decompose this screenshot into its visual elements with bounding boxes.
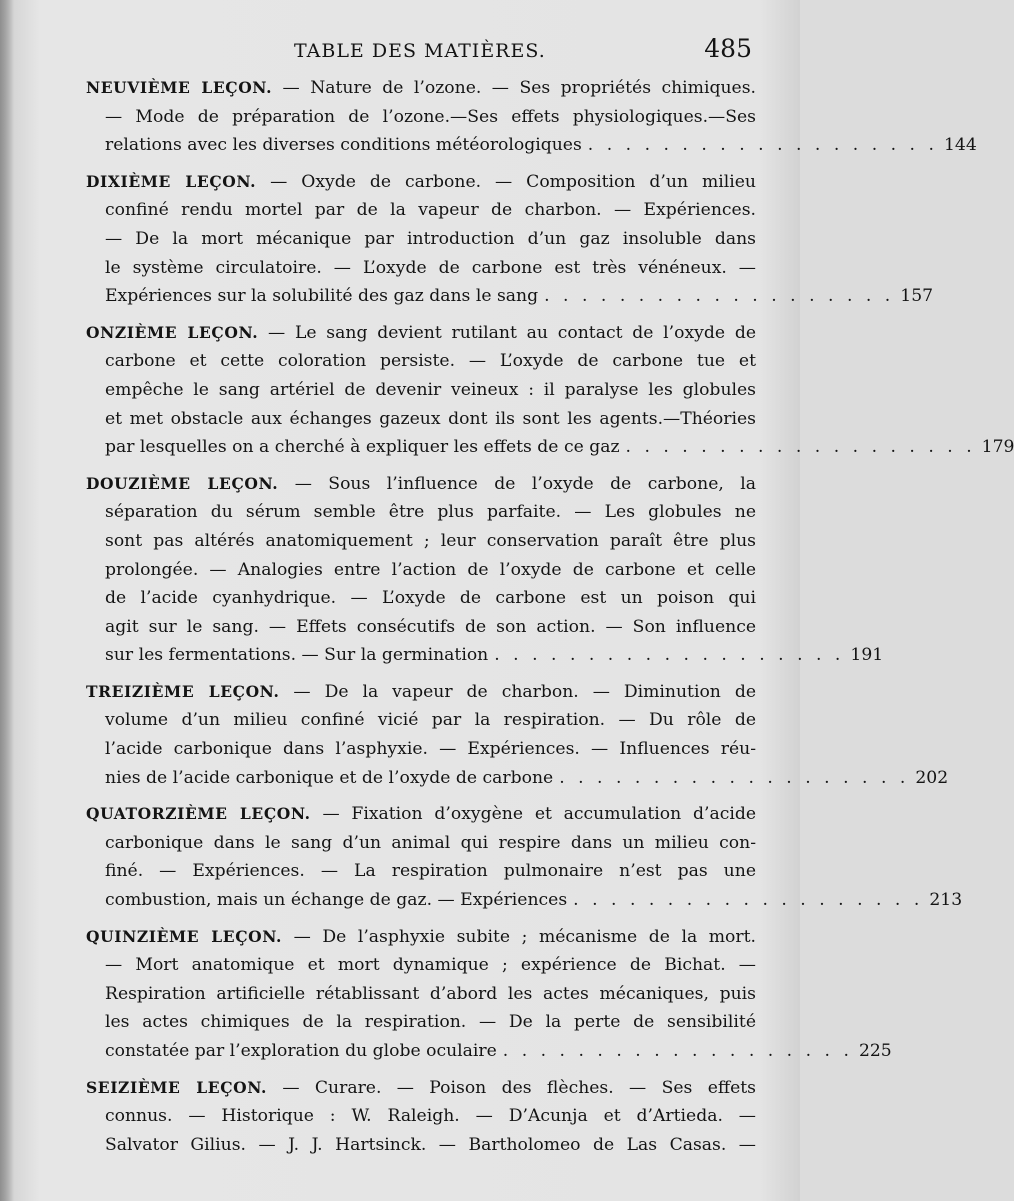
toc-line-text: finé. — Expériences. — La respiration pulmonaire n’est pas une [105,861,756,882]
toc-entry [86,74,977,160]
toc-page-ref: 179 [981,437,1014,458]
toc-line [86,1102,756,1131]
toc-line-text: Expériences sur la solubilité des gaz dans le sang [105,286,539,307]
toc-line-text: Respiration artificielle rétablissant d’abord les actes mécaniques, puis [105,983,756,1004]
toc-line [86,1037,892,1066]
toc-line-text: — Nature de l’ozone. — Ses propriétés chimiques. [282,78,756,98]
toc-line-text: séparation du sérum semble être plus parfaite. — Les globules ne [105,502,756,523]
page-header [0,36,800,68]
toc-line [86,678,756,707]
lesson-label: DOUZIÈME LEÇON. [86,473,279,493]
table-of-contents [86,74,1014,1167]
toc-line-text: de l’acide cyanhydrique. — L’oxyde de carbone est un poison qui [105,588,756,609]
lesson-label: DIXIÈME LEÇON. [86,171,257,191]
toc-line [86,584,756,613]
lesson-label: ONZIÈME LEÇON. [86,322,259,342]
toc-line-text: — Mort anatomique et mort dynamique ; expérience de Bichat. — [105,955,756,976]
toc-line-text: — Fixation d’oxygène et accumulation d’acide [322,804,756,825]
dot-leader: . . . . . . . . . . . . . . . . . . . [625,437,976,458]
toc-entry [86,319,1014,462]
binding-shadow [0,0,14,1201]
toc-line-text: sont pas altérés anatomiquement ; leur conservation paraît être plus [105,530,756,551]
toc-line [86,980,756,1009]
dot-leader: . . . . . . . . . . . . . . . . . . . [573,890,924,911]
toc-line [86,433,1014,462]
toc-line-text: prolongée. — Analogies entre l’action de l’oxyde de carbone et celle [105,559,756,580]
toc-line [86,470,756,499]
toc-line [86,735,756,764]
toc-line-text: par lesquelles on a cherché à expliquer les effets de ce gaz [105,437,620,458]
dot-leader: . . . . . . . . . . . . . . . . . . . [494,645,845,666]
toc-line-text: confiné rendu mortel par de la vapeur de charbon. — Expériences. [105,200,756,221]
running-title: TABLE DES MATIÈRES. [294,40,546,62]
toc-entry [86,168,934,311]
toc-line [86,196,756,225]
toc-line [86,641,884,670]
toc-line-text: les actes chimiques de la respiration. — De la perte de sensibilité [105,1012,756,1033]
toc-line [86,923,756,952]
toc-line-text: relations avec les diverses conditions météorologiques [105,135,582,156]
toc-line-text: volume d’un milieu confiné vicié par la respiration. — Du rôle de [105,710,756,731]
toc-line [86,764,949,793]
toc-page-ref: 213 [929,890,963,911]
toc-line [86,1131,756,1160]
toc-line-text: — Oxyde de carbone. — Composition d’un milieu [270,171,756,192]
lesson-label: SEIZIÈME LEÇON. [86,1077,268,1097]
toc-line-text: Salvator Gilius. — J. J. Hartsinck. — Bartholomeo de Las Casas. — [105,1134,756,1155]
toc-line [86,74,756,103]
lesson-label: NEUVIÈME LEÇON. [86,78,273,97]
toc-entry [86,678,949,792]
toc-line [86,1074,756,1103]
toc-entry [86,923,892,1066]
toc-line [86,800,756,829]
toc-line-text: — Sous l’influence de l’oxyde de carbone, la [294,473,756,494]
toc-line [86,829,756,858]
toc-line [86,498,756,527]
toc-line-text: agit sur le sang. — Effets consécutifs de son action. — Son influence [105,616,756,637]
toc-line [86,131,977,160]
toc-line-text: carbonique dans le sang d’un animal qui respire dans un milieu con- [105,832,756,853]
toc-line-text: nies de l’acide carbonique et de l’oxyde de carbone [105,767,554,788]
page-number: 485 [704,34,752,63]
toc-line-text: sur les fermentations. — Sur la germination [105,645,489,666]
toc-line [86,706,756,735]
toc-line [86,613,756,642]
toc-page-ref: 157 [900,286,934,307]
toc-line-text: le système circulatoire. — L’oxyde de carbone est très vénéneux. — [105,257,756,278]
toc-line [86,347,756,376]
toc-page-ref: 202 [915,767,949,788]
toc-line [86,376,756,405]
toc-line-text: — Curare. — Poison des flèches. — Ses effets [282,1077,756,1098]
lesson-label: QUINZIÈME LEÇON. [86,926,283,946]
toc-entry [86,800,963,914]
toc-line [86,168,756,197]
toc-line-text: empêche le sang artériel de devenir veineux : il paralyse les globules [105,379,756,400]
toc-line-text: carbone et cette coloration persiste. — L’oxyde de carbone tue et [105,351,756,372]
toc-line [86,886,963,915]
toc-line-text: combustion, mais un échange de gaz. — Expériences [105,890,568,911]
toc-entry [86,470,884,670]
toc-line [86,319,756,348]
toc-entry [86,1074,756,1160]
toc-line-text: — De la mort mécanique par introduction d’un gaz insoluble dans [105,228,756,249]
toc-line-text: — De la vapeur de charbon. — Diminution de [293,681,757,702]
toc-line [86,857,756,886]
toc-line [86,225,756,254]
toc-line [86,254,756,283]
lesson-label: QUATORZIÈME LEÇON. [86,804,311,824]
toc-line-text: connus. — Historique : W. Raleigh. — D’Acunja et d’Artieda. — [105,1106,756,1127]
toc-line [86,527,756,556]
toc-line [86,951,756,980]
dot-leader: . . . . . . . . . . . . . . . . . . . [502,1041,853,1061]
toc-line-text: — Mode de préparation de l’ozone.—Ses effets physiologiques.—Ses [105,106,756,127]
dot-leader: . . . . . . . . . . . . . . . . . . . [544,286,895,307]
toc-page-ref: 144 [943,135,977,156]
toc-line [86,556,756,585]
toc-line [86,282,934,311]
dot-leader: . . . . . . . . . . . . . . . . . . . [587,135,938,156]
toc-line [86,405,756,434]
toc-page-ref: 225 [858,1041,892,1061]
toc-line-text: constatée par l’exploration du globe oculaire [105,1041,497,1061]
toc-line-text: — De l’asphyxie subite ; mécanisme de la mort. [293,926,756,947]
lesson-label: TREIZIÈME LEÇON. [86,681,280,701]
toc-line-text: l’acide carbonique dans l’asphyxie. — Expériences. — Influences réu- [105,739,756,760]
toc-line [86,1008,756,1037]
toc-line-text: et met obstacle aux échanges gazeux dont ils sont les agents.—Théories [105,408,756,429]
toc-line-text: — Le sang devient rutilant au contact de l’oxyde de [268,322,756,343]
toc-page-ref: 191 [850,645,884,666]
toc-line [86,103,756,132]
dot-leader: . . . . . . . . . . . . . . . . . . . [559,767,910,788]
